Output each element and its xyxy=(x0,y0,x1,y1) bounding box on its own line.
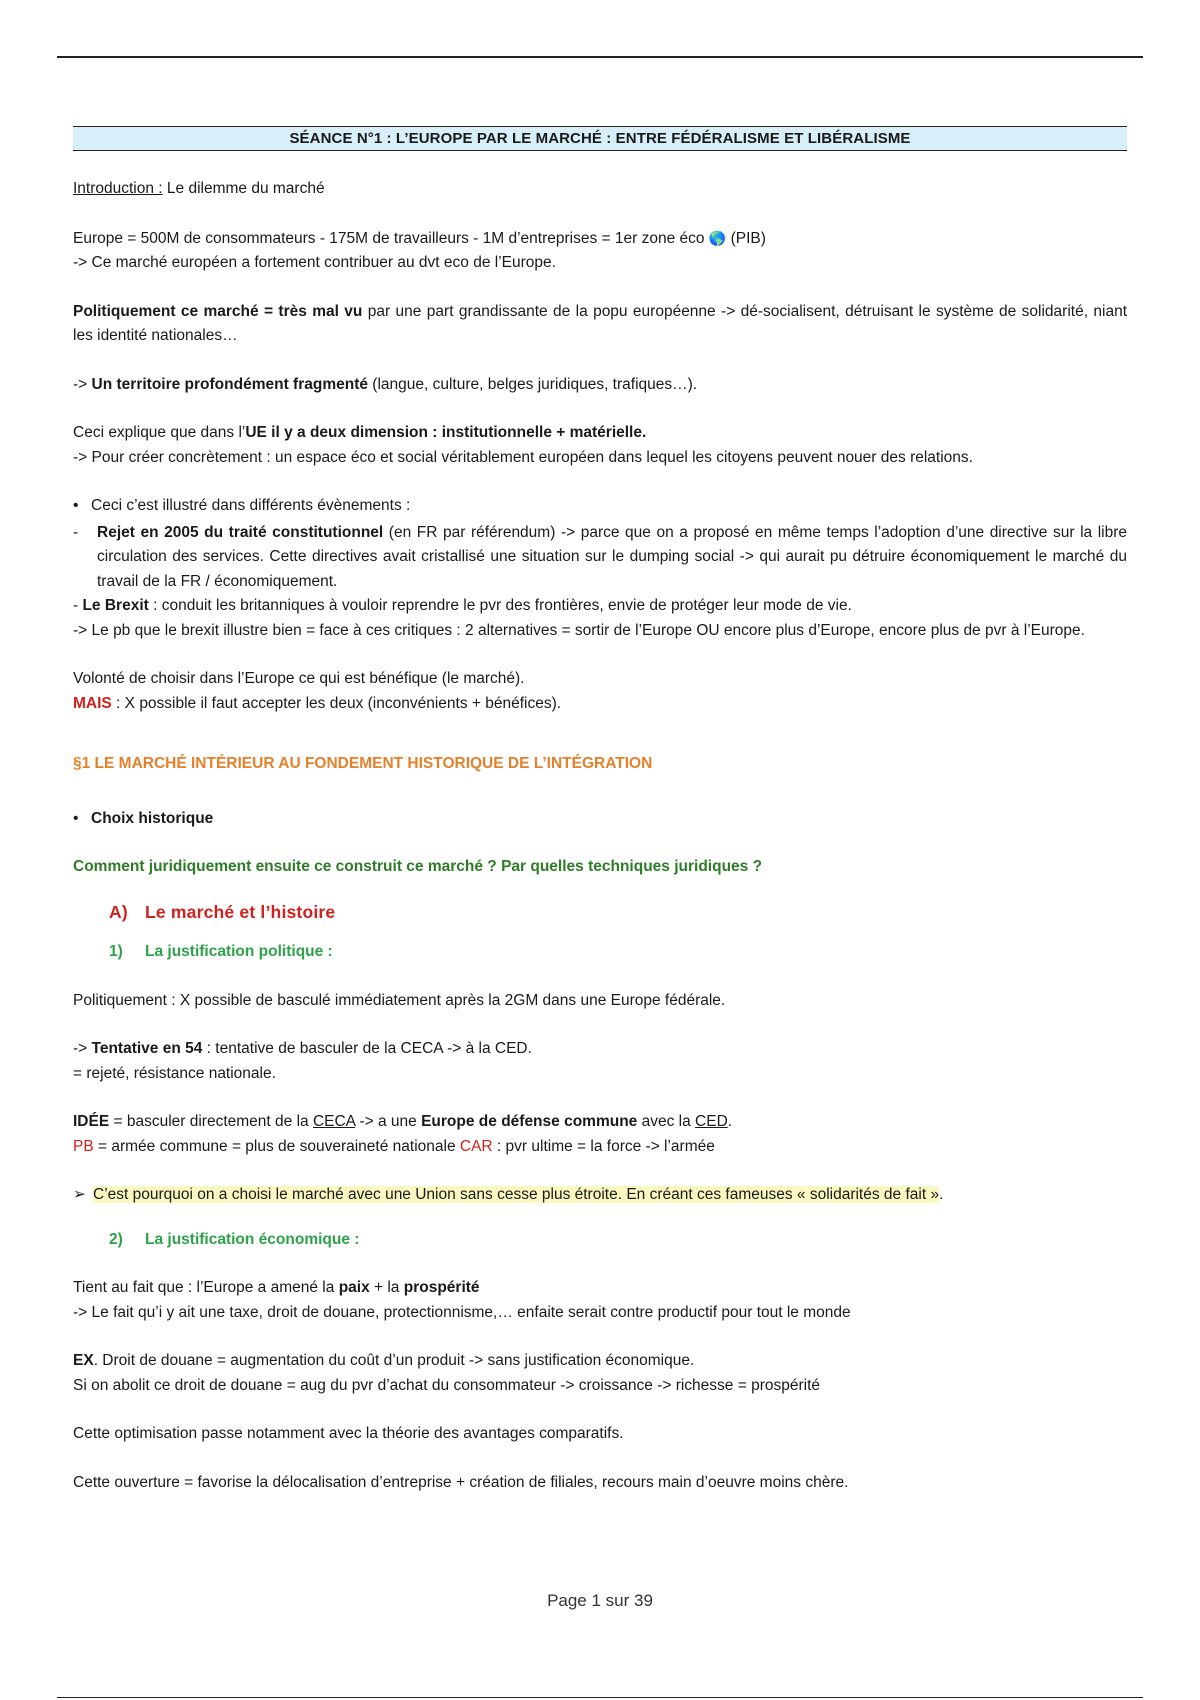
event-item-2-prefix: - xyxy=(73,597,83,614)
p2-bold: Politiquement ce marché = très mal vu xyxy=(73,302,363,320)
ceca-term: CECA xyxy=(312,1113,356,1130)
idee-label: IDÉE xyxy=(73,1113,110,1130)
sub-1-paragraph-2-line-2: = rejeté, résistance nationale. xyxy=(73,1064,276,1082)
sub-1-number: 1) xyxy=(109,943,123,960)
paragraph-2 xyxy=(73,300,1127,349)
highlighted-text: C’est pourquoi on a choisi le marché avec une Union sans cesse plus étroite. En créant ces fameuses « solidarités de fait » xyxy=(93,1186,940,1203)
highlight-line xyxy=(73,1183,1127,1208)
top-rule xyxy=(57,56,1143,58)
p1-text-end: (PIB) xyxy=(726,229,766,247)
pb-text-1: = armée commune = plus de souveraineté nationale xyxy=(93,1137,460,1155)
paragraph-1-line-2: -> Ce marché européen a fortement contribuer au dvt eco de l’Europe. xyxy=(73,254,556,271)
prosperite-bold: prospérité xyxy=(403,1279,480,1296)
section-1-heading: §1 LE MARCHÉ INTÉRIEUR AU FONDEMENT HISTORIQUE DE L’INTÉGRATION xyxy=(73,755,653,772)
pb-text-2: : pvr ultime = la force -> l’armée xyxy=(492,1137,715,1155)
sub-1-heading xyxy=(73,940,1127,965)
events-bullet: • Ceci c’est illustré dans différents évènements : xyxy=(73,494,1127,519)
globe-icon: 🌎 xyxy=(708,229,727,246)
sub-2-p1-mid: + la xyxy=(369,1279,404,1296)
idee-text-2: -> a une xyxy=(355,1113,422,1130)
ced-term: CED xyxy=(695,1113,728,1130)
p3-text: (langue, culture, belges juridiques, trafiques…). xyxy=(367,375,698,393)
sub-2-heading xyxy=(73,1228,1127,1253)
paix-bold: paix xyxy=(338,1279,370,1296)
page-title: SÉANCE N°1 : L’EUROPE PAR LE MARCHÉ : ENTRE FÉDÉRALISME ET LIBÉRALISME xyxy=(73,126,1127,151)
idee-bold-2: Europe de défense commune xyxy=(421,1113,638,1130)
bottom-rule xyxy=(57,1697,1143,1698)
page-number: Page 1 sur 39 xyxy=(547,1591,653,1610)
ex-label: EX xyxy=(73,1352,94,1369)
sub-2-paragraph-4: Cette ouverture = favorise la délocalisation d’entreprise + création de filiales, recours main d’oeuvre moins chère. xyxy=(73,1473,849,1491)
idee-text-1: = basculer directement de la xyxy=(109,1113,313,1130)
paragraph-5-line-2 xyxy=(73,692,1127,717)
event-item-1-bold: Rejet en 2005 du traité constitutionnel xyxy=(97,523,384,541)
example-line xyxy=(73,1349,1127,1374)
p3-prefix: -> xyxy=(73,375,92,393)
sub-2-paragraph-1-line-2: -> Le fait qu’i y ait une taxe, droit de douane, protectionnisme,… enfaite serait contre productif pour tout le monde xyxy=(73,1303,851,1321)
p3-bold: Un territoire profondément fragmenté xyxy=(91,375,368,393)
sub-1-p2-text: : tentative de basculer de la CECA -> à la CED. xyxy=(202,1040,532,1057)
idee-line xyxy=(73,1110,1127,1135)
choix-historique-text: Choix historique xyxy=(91,809,214,827)
sub-2-p1-text: Tient au fait que : l’Europe a amené la xyxy=(73,1279,339,1296)
paragraph-1-line-1 xyxy=(73,226,1127,252)
event-item-1-text: (en FR par référendum) -> parce que on a proposé en même temps l’adoption d’une directive sur la libre circulation des services. Cette directives avait cristallisé une situation sur le dumping social -> qui aurait pu détruire économiquement le marché du travail de la FR / économiquement. xyxy=(97,523,1127,590)
document-page xyxy=(73,126,1127,1495)
intro-label: Introduction : xyxy=(73,180,163,197)
arrow-bullet-icon: ➢ xyxy=(73,1186,86,1203)
p2-text: par une part grandissante de la popu européenne -> dé-socialisent, détruisant le système de solidarité, niant les identité nationales… xyxy=(73,302,1128,344)
pb-line xyxy=(73,1135,1127,1160)
sub-1-p2-bold: Tentative en 54 xyxy=(91,1040,203,1057)
sub-2-paragraph-1 xyxy=(73,1276,1127,1301)
sub-1-paragraph-2 xyxy=(73,1037,1127,1062)
intro-text: Le dilemme du marché xyxy=(162,180,325,197)
idee-text-3: avec la xyxy=(637,1113,696,1130)
dash-mark: - xyxy=(73,523,79,541)
example-line-2: Si on abolit ce droit de douane = aug du pvr d’achat du consommateur -> croissance -> richesse = prospérité xyxy=(73,1376,821,1394)
event-item-3: -> Le pb que le brexit illustre bien = face à ces critiques : 2 alternatives = sortir de l’Europe OU encore plus d’Europe, encore plus de pvr à l’Europe. xyxy=(73,621,1085,639)
car-label: CAR xyxy=(459,1137,493,1155)
sub-1-title: La justification politique : xyxy=(145,943,333,960)
part-a-title: Le marché et l’histoire xyxy=(145,901,336,922)
paragraph-4-line-1 xyxy=(73,421,1127,446)
sub-1-p2-prefix: -> xyxy=(73,1040,92,1057)
p4-bold: UE il y a deux dimension : institutionnelle + matérielle. xyxy=(245,424,647,441)
paragraph-3 xyxy=(73,373,1127,398)
event-item-2-bold: Le Brexit xyxy=(82,597,149,614)
p5-text: : X possible il faut accepter les deux (inconvénients + bénéfices). xyxy=(111,694,562,712)
mais-label: MAIS xyxy=(73,694,112,712)
event-item-brexit xyxy=(73,594,1127,619)
choix-historique-bullet xyxy=(73,807,1127,832)
part-a-number: A) xyxy=(109,901,128,922)
idee-end: . xyxy=(727,1113,733,1130)
sub-1-paragraph-1: Politiquement : X possible de basculé immédiatement après la 2GM dans une Europe fédérale. xyxy=(73,991,726,1009)
pb-label: PB xyxy=(73,1137,94,1155)
paragraph-4-line-2: -> Pour créer concrètement : un espace éco et social véritablement européen dans lequel les citoyens peuvent nouer des relations. xyxy=(73,448,973,466)
event-item-rejet-2005 xyxy=(73,521,1127,595)
intro-line xyxy=(73,177,1127,202)
p4-text: Ceci explique que dans l’ xyxy=(73,424,246,441)
p1-text: Europe = 500M de consommateurs - 175M de travailleurs - 1M d’entreprises = 1er zone éco xyxy=(73,229,709,247)
part-a-heading xyxy=(73,900,1127,925)
highlight-end: . xyxy=(939,1186,944,1203)
paragraph-5-line-1: Volonté de choisir dans l’Europe ce qui est bénéfique (le marché). xyxy=(73,670,525,687)
sub-2-number: 2) xyxy=(109,1230,123,1248)
section-1-question: Comment juridiquement ensuite ce construit ce marché ? Par quelles techniques juridiques ? xyxy=(73,858,763,875)
sub-2-paragraph-3: Cette optimisation passe notamment avec la théorie des avantages comparatifs. xyxy=(73,1425,624,1442)
event-item-2-text: : conduit les britanniques à vouloir reprendre le pvr des frontières, envie de protéger leur mode de vie. xyxy=(148,597,852,614)
ex-text: . Droit de douane = augmentation du coût d’un produit -> sans justification économique. xyxy=(93,1352,695,1369)
sub-2-title: La justification économique : xyxy=(145,1230,360,1248)
